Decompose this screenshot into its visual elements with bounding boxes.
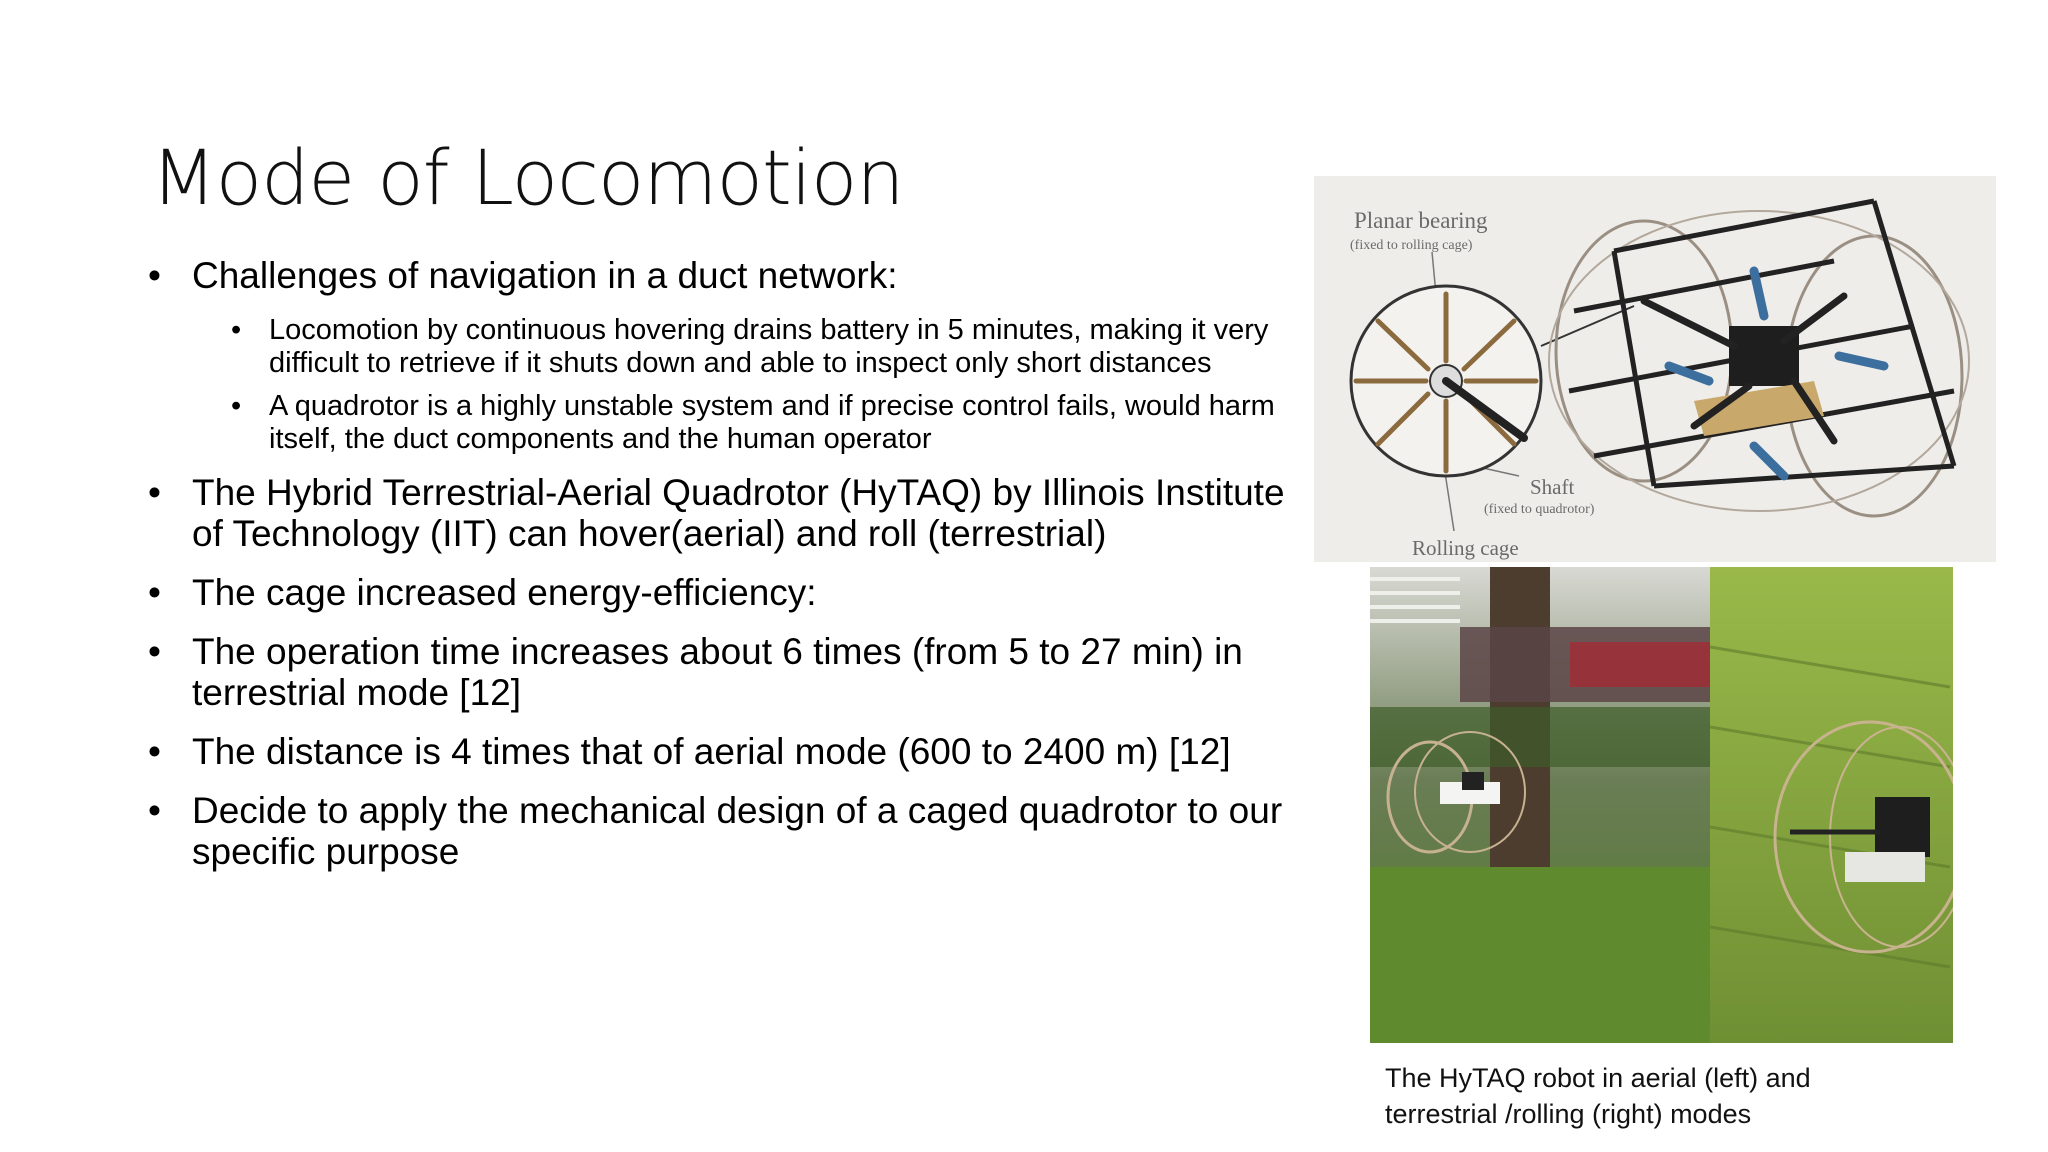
bullet-distance: • The distance is 4 times that of aerial mode (600 to 2400 m) [12] <box>148 731 1298 772</box>
bullet-operation-time: • The operation time increases about 6 times (from 5 to 27 min) in terrestrial mode [12] <box>148 631 1298 713</box>
sub-bullet-instability: • A quadrotor is a highly unstable system and if precise control fails, would harm itself, the duct components and the human operator <box>269 390 1298 456</box>
bullet-cage-efficiency: • The cage increased energy-efficiency: <box>148 572 1298 613</box>
bullet-hytaq: • The Hybrid Terrestrial-Aerial Quadrotor (HyTAQ) by Illinois Institute of Technology (IIT) can hover(aerial) and roll (terrestrial) <box>148 472 1298 554</box>
caption-line-1: The HyTAQ robot in aerial (left) and <box>1385 1063 1811 1093</box>
label-rolling-cage: Rolling cage <box>1412 536 1519 560</box>
hytaq-diagram-svg <box>1314 176 1996 562</box>
figure-caption <box>1385 1060 1945 1132</box>
label-planar-bearing: Planar bearing <box>1354 208 1488 233</box>
hytaq-diagram-image <box>1314 176 1996 562</box>
bullet-decision: • Decide to apply the mechanical design of a caged quadrotor to our specific purpose <box>148 790 1298 872</box>
terrestrial-photo-svg <box>1710 567 1953 1043</box>
label-shaft: Shaft <box>1530 475 1575 499</box>
hytaq-aerial-photo <box>1370 567 1710 1043</box>
aerial-photo-svg <box>1370 567 1710 1043</box>
hytaq-terrestrial-photo <box>1710 567 1953 1043</box>
label-planar-bearing-note: (fixed to rolling cage) <box>1350 238 1473 253</box>
sub-bullet-battery: • Locomotion by continuous hovering drains battery in 5 minutes, making it very difficult to retrieve if it shuts down and able to inspect only short distances <box>269 314 1298 380</box>
sub-bullet-list <box>148 314 1298 456</box>
slide-title: Mode of Locomotion <box>151 133 904 222</box>
bullet-challenges: • Challenges of navigation in a duct network: <box>148 255 1298 296</box>
bullet-list <box>148 255 1298 890</box>
caption-line-2: terrestrial /rolling (right) modes <box>1385 1099 1752 1129</box>
label-shaft-note: (fixed to quadrotor) <box>1484 502 1595 517</box>
